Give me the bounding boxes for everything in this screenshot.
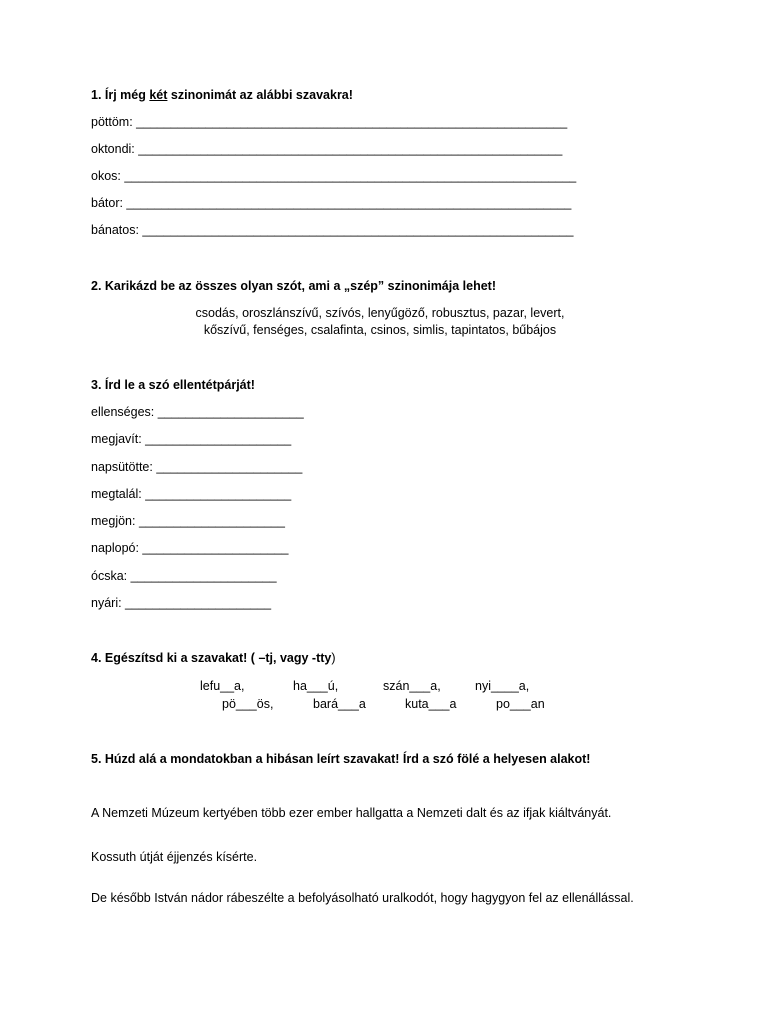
q1-title-part-b: szinonimát az alábbi szavakra! xyxy=(167,88,353,102)
q1-line-pottom[interactable]: pöttöm: ______________________________________________________________ xyxy=(91,115,568,129)
q4-word-po[interactable]: pö___ös, xyxy=(222,697,274,711)
q5-sentence-2[interactable]: Kossuth útját éjjenzés kísérte. xyxy=(91,850,258,864)
q4-title xyxy=(91,650,336,666)
q1-line-okos[interactable]: okos: _________________________________________________________________ xyxy=(91,169,577,183)
q5-title: 5. Húzd alá a mondatokban a hibásan leírt szavakat! Írd a szó fölé a helyesen alakot! xyxy=(91,752,591,766)
q2-words-line-1[interactable]: csodás, oroszlánszívű, szívós, lenyűgöző, robusztus, pazar, levert, xyxy=(195,306,565,320)
q3-line-ocska[interactable]: ócska: _____________________ xyxy=(91,569,277,583)
q2-title: 2. Karikázd be az összes olyan szót, ami a „szép” szinonimája lehet! xyxy=(91,279,496,293)
q1-title-part-a: 1. Írj még xyxy=(91,88,150,102)
q3-line-nyari[interactable]: nyári: _____________________ xyxy=(91,596,272,610)
q1-title xyxy=(91,87,353,103)
q4-word-bara[interactable]: bará___a xyxy=(313,697,366,711)
q4-word-ha[interactable]: ha___ú, xyxy=(293,679,339,693)
q5-sentence-3[interactable]: De később István nádor rábeszélte a befolyásolható uralkodót, hogy hagygyon fel az ellenállással. xyxy=(91,891,634,905)
q3-line-napsutotte[interactable]: napsütötte: _____________________ xyxy=(91,460,303,474)
q2-words-line-2[interactable]: kőszívű, fenséges, csalafinta, csinos, simlis, tapintatos, bűbájos xyxy=(203,323,557,337)
q3-line-ellenseges[interactable]: ellenséges: _____________________ xyxy=(91,405,304,419)
q1-title-underlined: két xyxy=(149,88,168,102)
q4-word-nyi[interactable]: nyi____a, xyxy=(475,679,530,693)
q5-sentence-1[interactable]: A Nemzeti Múzeum kertyében több ezer ember hallgatta a Nemzeti dalt és az ifjak kiáltványát. xyxy=(91,806,612,820)
q3-line-megjavit[interactable]: megjavít: _____________________ xyxy=(91,432,292,446)
q4-title-bold: 4. Egészítsd ki a szavakat! ( –tj, vagy -tty xyxy=(91,651,332,665)
q3-line-megtalal[interactable]: megtalál: _____________________ xyxy=(91,487,292,501)
q3-line-naplopo[interactable]: naplopó: _____________________ xyxy=(91,541,289,555)
q4-word-szan[interactable]: szán___a, xyxy=(383,679,441,693)
q1-line-bator[interactable]: bátor: ________________________________________________________________ xyxy=(91,196,572,210)
q1-line-banatos[interactable]: bánatos: ______________________________________________________________ xyxy=(91,223,574,237)
q4-word-lefu[interactable]: lefu__a, xyxy=(200,679,245,693)
q1-line-oktondi[interactable]: oktondi: _____________________________________________________________ xyxy=(91,142,563,156)
q3-line-megjon[interactable]: megjön: _____________________ xyxy=(91,514,285,528)
q4-word-po2[interactable]: po___an xyxy=(496,697,545,711)
q4-word-kuta[interactable]: kuta___a xyxy=(405,697,457,711)
q3-title: 3. Írd le a szó ellentétpárját! xyxy=(91,378,255,392)
q4-title-end: ) xyxy=(331,651,336,665)
